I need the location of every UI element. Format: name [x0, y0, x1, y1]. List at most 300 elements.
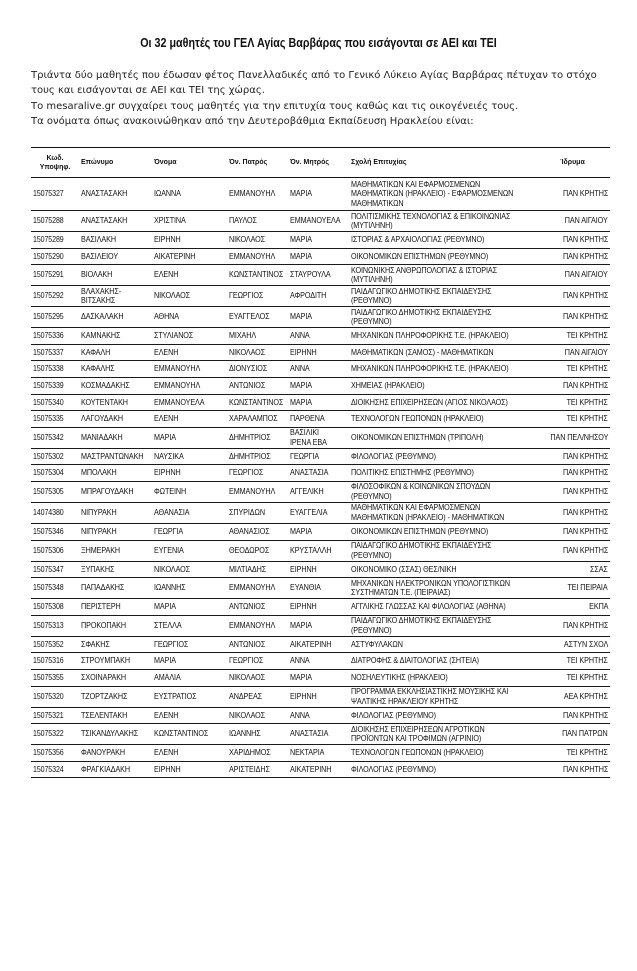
- cell-text: ΑΣΤΥΦΥΛΑΚΩΝ: [351, 639, 403, 649]
- cell-surname: [79, 377, 152, 394]
- cell-text: ΘΕΟΔΩΡΟΣ: [229, 545, 270, 555]
- intro-paragraph-2: Το mesaralive.gr συγχαίρει τους μαθητές για την επιτυχία τους καθώς και τις οικογένειές τους.: [31, 100, 519, 112]
- cell-text: ΜΑΡΙΑ: [154, 433, 176, 442]
- cell-text: ΕΛΕΝΗ: [154, 748, 179, 758]
- cell-school: [349, 686, 535, 707]
- cell-code: [31, 248, 79, 265]
- cell-text: ΠΑΝ ΚΡΗΤΗΣ: [562, 620, 608, 630]
- cell-text: ΑΝΑΣΤΑΣΙΑ: [290, 729, 329, 739]
- cell-text: ΠΟΛΙΤΙΣΜΙΚΗΣ ΤΕΧΝΟΛΟΓΙΑΣ & ΕΠΙΚΟΙΝΩΝΙΑΣ (ΜΥΤΙΛΗΝΗ): [351, 211, 511, 230]
- cell-institution: [535, 286, 610, 307]
- cell-text: ΙΩΑΝΝΗΣ: [154, 583, 186, 593]
- cell-text: ΠΑΝ ΚΡΗΤΗΣ: [562, 545, 608, 555]
- cell-name: [152, 178, 227, 211]
- cell-text: ΠΡΟΓΡΑΜΜΑ ΕΚΚΛΗΣΙΑΣΤΙΚΗΣ ΜΟΥΣΙΚΗΣ ΚΑΙ ΨΑΛΤΙΚΗΣ ΗΡΑΚΛΕΙΟΥ ΚΡΗΤΗΣ: [351, 687, 509, 706]
- cell-text: ΑΝΑΣΤΑΣΙΑ: [290, 468, 329, 478]
- table-row: [31, 307, 610, 328]
- cell-text: ΤΕΙ ΚΡΗΤΗΣ: [566, 397, 608, 407]
- cell-text: ΑΦΡΟΔΙΤΗ: [290, 291, 327, 301]
- cell-school: [349, 502, 535, 523]
- cell-name: [152, 377, 227, 394]
- cell-text: ΑΘΑΝΑΣΙΟΣ: [229, 526, 270, 536]
- cell-text: ΞΥΠΑΚΗΣ: [81, 564, 115, 574]
- cell-text: ΤΕΙ ΚΡΗΤΗΣ: [566, 331, 608, 341]
- cell-text: ΠΑΝ ΚΡΗΤΗΣ: [562, 764, 608, 774]
- cell-father: [227, 448, 288, 465]
- cell-mother: [288, 411, 349, 428]
- cell-surname: [79, 307, 152, 328]
- cell-text: ΦΙΛΟΣΟΦΙΚΩΝ & ΚΟΙΝΩΝΙΚΩΝ ΣΠΟΥΔΩΝ (ΡΕΘΥΜΝΟ): [351, 482, 491, 501]
- cell-text: 15075347: [33, 564, 64, 574]
- cell-code: [31, 724, 79, 745]
- cell-father: [227, 502, 288, 523]
- cell-text: ΑΘΑΝΑΣΙΑ: [154, 508, 190, 518]
- cell-school: [349, 653, 535, 670]
- cell-text: ΜΑΡΙΑ: [154, 602, 176, 612]
- cell-text: ΠΑΝ ΚΡΗΤΗΣ: [562, 189, 608, 199]
- cell-code: [31, 653, 79, 670]
- cell-text: ΜΑΡΙΑ: [154, 656, 176, 666]
- cell-name: [152, 411, 227, 428]
- cell-text: ΕΜΜΑΝΟΥΗΛ: [229, 251, 276, 261]
- cell-surname: [79, 707, 152, 724]
- cell-text: 15075324: [33, 764, 64, 774]
- cell-mother: [288, 481, 349, 502]
- cell-code: [31, 344, 79, 361]
- cell-name: [152, 653, 227, 670]
- cell-code: [31, 211, 79, 232]
- cell-text: ΜΗΧΑΝΙΚΩΝ ΗΛΕΚΤΡΟΝΙΚΩΝ ΥΠΟΛΟΓΙΣΤΙΚΩΝ ΣΥΣΤΗΜΑΤΩΝ Τ.Ε. (ΠΕΙΡΑΙΑΣ): [351, 578, 510, 598]
- cell-name: [152, 361, 227, 378]
- cell-mother: [288, 686, 349, 707]
- cell-name: [152, 707, 227, 724]
- cell-code: [31, 377, 79, 394]
- cell-text: ΠΑΙΔΑΓΩΓΙΚΟ ΔΗΜΟΤΙΚΗΣ ΕΚΠΑΙΔΕΥΣΗΣ (ΡΕΘΥΜΝΟ): [351, 307, 492, 327]
- cell-institution: [535, 328, 610, 345]
- cell-institution: [535, 724, 610, 745]
- cell-surname: [79, 653, 152, 670]
- cell-text: ΝΙΚΟΛΑΟΣ: [229, 710, 266, 720]
- cell-text: 15075305: [33, 487, 64, 497]
- cell-text: ΑΙΚΑΤΕΡΙΝΗ: [290, 764, 332, 774]
- cell-text: ΠΑΝ ΑΙΓΑΙΟΥ: [565, 216, 608, 226]
- cell-name: [152, 328, 227, 345]
- cell-text: ΣΤΥΛΙΑΝΟΣ: [154, 331, 194, 341]
- cell-text: ΑΝΑΣΤΑΣΑΚΗ: [81, 189, 128, 199]
- cell-text: ΤΕΧΝΟΛΟΓΩΝ ΓΕΩΠΟΝΩΝ (ΗΡΑΚΛΕΙΟ): [351, 414, 484, 424]
- cell-name: [152, 232, 227, 249]
- cell-text: ΕΜΜΑΝΟΥΗΛ: [229, 189, 276, 199]
- cell-text: ΕΙΡΗΝΗ: [290, 564, 317, 574]
- cell-text: ΜΑΡΙΑ: [290, 189, 312, 199]
- cell-name: [152, 427, 227, 448]
- table-row: [31, 540, 610, 561]
- cell-text: 15075306: [33, 545, 64, 555]
- cell-text: ΠΑΙΔΑΓΩΓΙΚΟ ΔΗΜΟΤΙΚΗΣ ΕΚΠΑΙΔΕΥΣΗΣ (ΡΕΘΥΜΝΟ): [351, 541, 492, 560]
- cell-code: [31, 599, 79, 616]
- cell-text: ΕΙΡΗΝΗ: [290, 602, 317, 612]
- cell-father: [227, 615, 288, 636]
- cell-school: [349, 561, 535, 578]
- cell-institution: [535, 653, 610, 670]
- cell-text: ΣΧΟΙΝΑΡΑΚΗ: [81, 672, 127, 682]
- cell-text: 15075355: [33, 672, 64, 682]
- cell-surname: [79, 465, 152, 482]
- cell-name: [152, 394, 227, 411]
- cell-surname: [79, 561, 152, 578]
- cell-text: 15075320: [33, 691, 64, 701]
- cell-text: 15075337: [33, 347, 64, 357]
- cell-code: [31, 745, 79, 762]
- cell-text: ΜΑΡΙΑ: [290, 620, 312, 630]
- cell-surname: [79, 724, 152, 745]
- cell-name: [152, 448, 227, 465]
- cell-institution: [535, 669, 610, 686]
- cell-text: ΑΝΤΩΝΙΟΣ: [229, 639, 266, 649]
- cell-institution: [535, 686, 610, 707]
- cell-school: [349, 286, 535, 307]
- cell-code: [31, 636, 79, 653]
- cell-text: 15075316: [33, 656, 64, 666]
- cell-text: ΤΕΙ ΚΡΗΤΗΣ: [566, 748, 608, 758]
- table-row: [31, 502, 610, 523]
- cell-text: 15075335: [33, 414, 64, 424]
- cell-school: [349, 211, 535, 232]
- cell-text: ΠΑΝ ΚΡΗΤΗΣ: [562, 381, 608, 391]
- cell-code: [31, 361, 79, 378]
- cell-code: [31, 307, 79, 328]
- cell-text: ΒΛΑΧΑΚΗΣ-ΒΙΤΣΑΚΗΣ: [81, 286, 122, 306]
- cell-code: [31, 615, 79, 636]
- cell-text: ΑΓΓΛΙΚΗΣ ΓΛΩΣΣΑΣ ΚΑΙ ΦΙΛΟΛΟΓΙΑΣ (ΑΘΗΝΑ): [351, 602, 506, 612]
- cell-text: ΠΑΝ ΑΙΓΑΙΟΥ: [565, 347, 608, 357]
- cell-school: [349, 448, 535, 465]
- intro-text: [31, 68, 611, 129]
- header-father: Όν. Πατρός: [227, 148, 288, 178]
- table-row: [31, 561, 610, 578]
- cell-text: ΝΙΚΟΛΑΟΣ: [229, 235, 266, 245]
- cell-school: [349, 465, 535, 482]
- table-row: [31, 636, 610, 653]
- cell-institution: [535, 248, 610, 265]
- cell-father: [227, 178, 288, 211]
- cell-father: [227, 761, 288, 778]
- cell-institution: [535, 540, 610, 561]
- cell-text: ΚΑΜΝΑΚΗΣ: [81, 331, 121, 341]
- cell-text: ΚΩΝΣΤΑΝΤΙΝΟΣ: [229, 270, 284, 280]
- cell-code: [31, 265, 79, 286]
- cell-surname: [79, 427, 152, 448]
- cell-text: ΦΑΝΟΥΡΑΚΗ: [81, 748, 125, 758]
- cell-text: ΑΝΝΑ: [290, 364, 310, 374]
- cell-text: ΠΑΝ ΚΡΗΤΗΣ: [562, 526, 608, 536]
- cell-text: ΝΙΠΥΡΑΚΗ: [81, 526, 117, 536]
- cell-institution: [535, 481, 610, 502]
- cell-text: 14074380: [33, 508, 64, 518]
- cell-mother: [288, 307, 349, 328]
- cell-institution: [535, 523, 610, 540]
- cell-text: ΜΑΘΗΜΑΤΙΚΩΝ ΚΑΙ ΕΦΑΡΜΟΣΜΕΝΩΝ ΜΑΘΗΜΑΤΙΚΩΝ (ΗΡΑΚΛΕΙΟ) - ΕΦΑΡΜΟΣΜΕΝΩΝ ΜΑΘΗΜΑΤΙΚΩΝ: [351, 179, 514, 208]
- cell-surname: [79, 745, 152, 762]
- table-row: [31, 686, 610, 707]
- cell-text: ΜΗΧΑΝΙΚΩΝ ΠΛΗΡΟΦΟΡΙΚΗΣ Τ.Ε. (ΗΡΑΚΛΕΙΟ): [351, 331, 509, 341]
- table-row: [31, 707, 610, 724]
- header-surname: Επώνυμο: [79, 148, 152, 178]
- cell-name: [152, 540, 227, 561]
- cell-institution: [535, 707, 610, 724]
- cell-school: [349, 232, 535, 249]
- cell-text: ΛΑΓΟΥΔΑΚΗ: [81, 414, 124, 424]
- cell-name: [152, 636, 227, 653]
- cell-text: ΙΩΑΝΝΑ: [154, 189, 181, 199]
- cell-code: [31, 561, 79, 578]
- cell-institution: [535, 232, 610, 249]
- cell-father: [227, 540, 288, 561]
- cell-text: ΠΑΝ ΚΡΗΤΗΣ: [562, 487, 608, 497]
- cell-mother: [288, 286, 349, 307]
- cell-text: ΚΩΝΣΤΑΝΤΙΝΟΣ: [154, 729, 209, 739]
- cell-father: [227, 465, 288, 482]
- cell-text: ΕΜΜΑΝΟΥΕΛΑ: [290, 216, 341, 226]
- cell-institution: [535, 465, 610, 482]
- cell-school: [349, 361, 535, 378]
- table-row: [31, 578, 610, 599]
- cell-text: ΧΑΡΑΛΑΜΠΟΣ: [229, 414, 278, 424]
- cell-text: 15075302: [33, 451, 64, 461]
- cell-text: ΦΙΛΟΛΟΓΙΑΣ (ΡΕΘΥΜΝΟ): [351, 710, 436, 720]
- cell-text: 15075321: [33, 710, 64, 720]
- cell-name: [152, 307, 227, 328]
- cell-surname: [79, 599, 152, 616]
- cell-code: [31, 448, 79, 465]
- cell-mother: [288, 265, 349, 286]
- table-row: [31, 481, 610, 502]
- cell-father: [227, 286, 288, 307]
- cell-father: [227, 232, 288, 249]
- cell-text: ΧΡΙΣΤΙΝΑ: [154, 216, 186, 226]
- cell-text: ΑΕΑ ΚΡΗΤΗΣ: [564, 691, 608, 701]
- cell-text: 15075340: [33, 397, 64, 407]
- cell-text: ΕΥΣΤΡΑΤΙΟΣ: [154, 691, 197, 701]
- cell-school: [349, 636, 535, 653]
- cell-mother: [288, 328, 349, 345]
- cell-name: [152, 669, 227, 686]
- table-row: [31, 344, 610, 361]
- cell-text: ΕΜΜΑΝΟΥΗΛ: [154, 364, 201, 374]
- cell-text: ΚΟΥΤΕΝΤΑΚΗ: [81, 397, 128, 407]
- cell-text: ΑΝΤΩΝΙΟΣ: [229, 381, 266, 391]
- cell-text: ΜΑΡΙΑ: [290, 381, 312, 391]
- cell-father: [227, 724, 288, 745]
- cell-text: 15075304: [33, 468, 64, 478]
- cell-father: [227, 686, 288, 707]
- cell-text: ΜΑΡΙΑ: [290, 251, 312, 261]
- cell-code: [31, 328, 79, 345]
- cell-school: [349, 344, 535, 361]
- cell-school: [349, 707, 535, 724]
- cell-text: ΕΛΕΝΗ: [154, 270, 179, 280]
- cell-text: ΜΙΧΑΗΛ: [229, 331, 257, 341]
- cell-text: ΜΠΡΑΓΟΥΔΑΚΗ: [81, 487, 134, 497]
- cell-name: [152, 615, 227, 636]
- cell-text: ΜΑΘΗΜΑΤΙΚΩΝ ΚΑΙ ΕΦΑΡΜΟΣΜΕΝΩΝ ΜΑΘΗΜΑΤΙΚΩΝ (ΗΡΑΚΛΕΙΟ) - ΜΑΘΗΜΑΤΙΚΩΝ: [351, 503, 505, 522]
- cell-text: ΟΙΚΟΝΟΜΙΚΩΝ ΕΠΙΣΤΗΜΩΝ (ΡΕΘΥΜΝΟ): [351, 526, 489, 536]
- cell-surname: [79, 361, 152, 378]
- cell-text: ΚΑΦΑΛΗ: [81, 347, 111, 357]
- cell-school: [349, 615, 535, 636]
- cell-institution: [535, 344, 610, 361]
- table-row: [31, 394, 610, 411]
- cell-text: ΙΩΑΝΝΗΣ: [229, 729, 261, 739]
- cell-text: ΕΛΕΝΗ: [154, 347, 179, 357]
- cell-text: ΚΩΝΣΤΑΝΤΙΝΟΣ: [229, 397, 284, 407]
- cell-text: ΜΑΡΙΑ: [290, 235, 312, 245]
- table-row: [31, 411, 610, 428]
- cell-text: ΦΙΛΟΛΟΓΙΑΣ (ΡΕΘΥΜΝΟ): [351, 451, 436, 461]
- cell-name: [152, 502, 227, 523]
- cell-text: ΦΡΑΓΚΙΑΔΑΚΗ: [81, 764, 131, 774]
- cell-text: ΤΣΙΚΑΝΔΥΛΑΚΗΣ: [81, 729, 139, 739]
- cell-father: [227, 653, 288, 670]
- cell-text: 15075289: [33, 235, 64, 245]
- cell-text: ΑΝΝΑ: [290, 331, 310, 341]
- cell-text: ΕΙΡΗΝΗ: [154, 764, 181, 774]
- cell-text: ΙΣΤΟΡΙΑΣ & ΑΡΧΑΙΟΛΟΓΙΑΣ (ΡΕΘΥΜΝΟ): [351, 235, 485, 245]
- cell-school: [349, 724, 535, 745]
- cell-institution: [535, 427, 610, 448]
- cell-text: ΑΘΗΝΑ: [154, 312, 180, 322]
- cell-institution: [535, 377, 610, 394]
- cell-text: ΠΑΝ ΠΕΛ/ΝΗΣΟΥ: [550, 433, 608, 442]
- cell-text: ΒΑΣΙΛΙΚΙ ΙΡΕΝΑ ΕΒΑ: [290, 428, 327, 447]
- cell-mother: [288, 232, 349, 249]
- header-school: Σχολή Επιτυχίας: [349, 148, 535, 178]
- cell-text: ΕΥΑΝΘΙΑ: [290, 583, 321, 593]
- cell-text: ΜΑΘΗΜΑΤΙΚΩΝ (ΣΑΜΟΣ) - ΜΑΘΗΜΑΤΙΚΩΝ: [351, 347, 494, 357]
- table-row: [31, 724, 610, 745]
- cell-text: 15075322: [33, 729, 64, 739]
- cell-text: ΠΑΝ ΠΑΤΡΩΝ: [562, 729, 608, 739]
- cell-code: [31, 540, 79, 561]
- cell-text: ΠΑΝ ΚΡΗΤΗΣ: [562, 508, 608, 518]
- cell-father: [227, 307, 288, 328]
- cell-text: 15075339: [33, 381, 64, 391]
- cell-mother: [288, 523, 349, 540]
- cell-text: ΜΑΝΙΑΔΑΚΗ: [81, 433, 123, 442]
- cell-text: ΑΝΤΩΝΙΟΣ: [229, 602, 266, 612]
- cell-text: ΕΜΜΑΝΟΥΗΛ: [229, 583, 276, 593]
- cell-father: [227, 669, 288, 686]
- cell-text: ΓΕΩΡΓΙΟΣ: [229, 656, 264, 666]
- cell-surname: [79, 265, 152, 286]
- table-row: [31, 669, 610, 686]
- cell-mother: [288, 427, 349, 448]
- intro-paragraph-1: Τριάντα δύο μαθητές που έδωσαν φέτος Πανελλαδικές από το Γενικό Λύκειο Αγίας Βαρβάρας πέτυχαν το στόχο τους και εισάγονται σε ΑΕΙ και ΤΕΙ της χώρας.: [31, 70, 597, 97]
- cell-text: ΚΑΦΑΛΗΣ: [81, 364, 115, 374]
- cell-father: [227, 578, 288, 599]
- cell-text: 15075291: [33, 270, 64, 280]
- cell-school: [349, 394, 535, 411]
- cell-surname: [79, 211, 152, 232]
- cell-father: [227, 523, 288, 540]
- cell-mother: [288, 540, 349, 561]
- cell-school: [349, 745, 535, 762]
- cell-code: [31, 761, 79, 778]
- cell-text: ΕΙΡΗΝΗ: [154, 235, 181, 245]
- cell-mother: [288, 394, 349, 411]
- cell-text: ΑΝΑΣΤΑΣΑΚΗ: [81, 216, 128, 226]
- cell-text: ΜΑΡΙΑ: [290, 672, 312, 682]
- cell-mother: [288, 361, 349, 378]
- cell-mother: [288, 761, 349, 778]
- cell-surname: [79, 761, 152, 778]
- cell-text: ΕΙΡΗΝΗ: [154, 468, 181, 478]
- cell-text: ΣΦΑΚΗΣ: [81, 639, 110, 649]
- table-row: [31, 523, 610, 540]
- cell-text: 15075290: [33, 251, 64, 261]
- header-mother: Όν. Μητρός: [288, 148, 349, 178]
- cell-surname: [79, 178, 152, 211]
- cell-mother: [288, 724, 349, 745]
- cell-text: ΤΣΕΛΕΝΤΑΚΗ: [81, 710, 128, 720]
- cell-text: ΜΙΛΤΙΑΔΗΣ: [229, 564, 267, 574]
- cell-surname: [79, 411, 152, 428]
- cell-text: ΝΙΠΥΡΑΚΗ: [81, 508, 117, 518]
- cell-text: 15075313: [33, 620, 64, 630]
- cell-text: ΜΗΧΑΝΙΚΩΝ ΠΛΗΡΟΦΟΡΙΚΗΣ Τ.Ε. (ΗΡΑΚΛΕΙΟ): [351, 364, 509, 374]
- cell-text: ΕΛΕΝΗ: [154, 710, 179, 720]
- cell-mother: [288, 465, 349, 482]
- cell-surname: [79, 481, 152, 502]
- cell-text: ΜΑΡΙΑ: [290, 526, 312, 536]
- cell-institution: [535, 502, 610, 523]
- cell-text: ΕΜΜΑΝΟΥΗΛ: [154, 381, 201, 391]
- cell-text: ΝΟΣΗΛΕΥΤΙΚΗΣ (ΗΡΑΚΛΕΙΟ): [351, 672, 448, 682]
- cell-text: ΤΕΙ ΚΡΗΤΗΣ: [566, 414, 608, 424]
- table-row: [31, 745, 610, 762]
- cell-mother: [288, 502, 349, 523]
- cell-code: [31, 502, 79, 523]
- cell-surname: [79, 248, 152, 265]
- cell-text: 15075342: [33, 433, 64, 442]
- cell-father: [227, 377, 288, 394]
- cell-surname: [79, 286, 152, 307]
- table-row: [31, 211, 610, 232]
- cell-text: ΑΡΙΣΤΕΙΔΗΣ: [229, 764, 270, 774]
- cell-surname: [79, 578, 152, 599]
- cell-school: [349, 307, 535, 328]
- cell-text: ΜΠΟΛΑΚΗ: [81, 468, 117, 478]
- cell-institution: [535, 636, 610, 653]
- cell-school: [349, 328, 535, 345]
- cell-text: ΟΙΚΟΝΟΜΙΚΟ (ΣΣΑΣ) ΘΕΣ/ΝΙΚΗ: [351, 564, 457, 574]
- cell-mother: [288, 578, 349, 599]
- cell-name: [152, 578, 227, 599]
- cell-school: [349, 377, 535, 394]
- cell-mother: [288, 599, 349, 616]
- table-row: [31, 248, 610, 265]
- cell-mother: [288, 745, 349, 762]
- cell-institution: [535, 745, 610, 762]
- cell-father: [227, 427, 288, 448]
- cell-text: ΣΣΑΣ: [590, 564, 608, 574]
- cell-institution: [535, 448, 610, 465]
- cell-name: [152, 286, 227, 307]
- header-institution: Ίδρυμα: [535, 148, 610, 178]
- cell-mother: [288, 448, 349, 465]
- cell-surname: [79, 502, 152, 523]
- cell-name: [152, 344, 227, 361]
